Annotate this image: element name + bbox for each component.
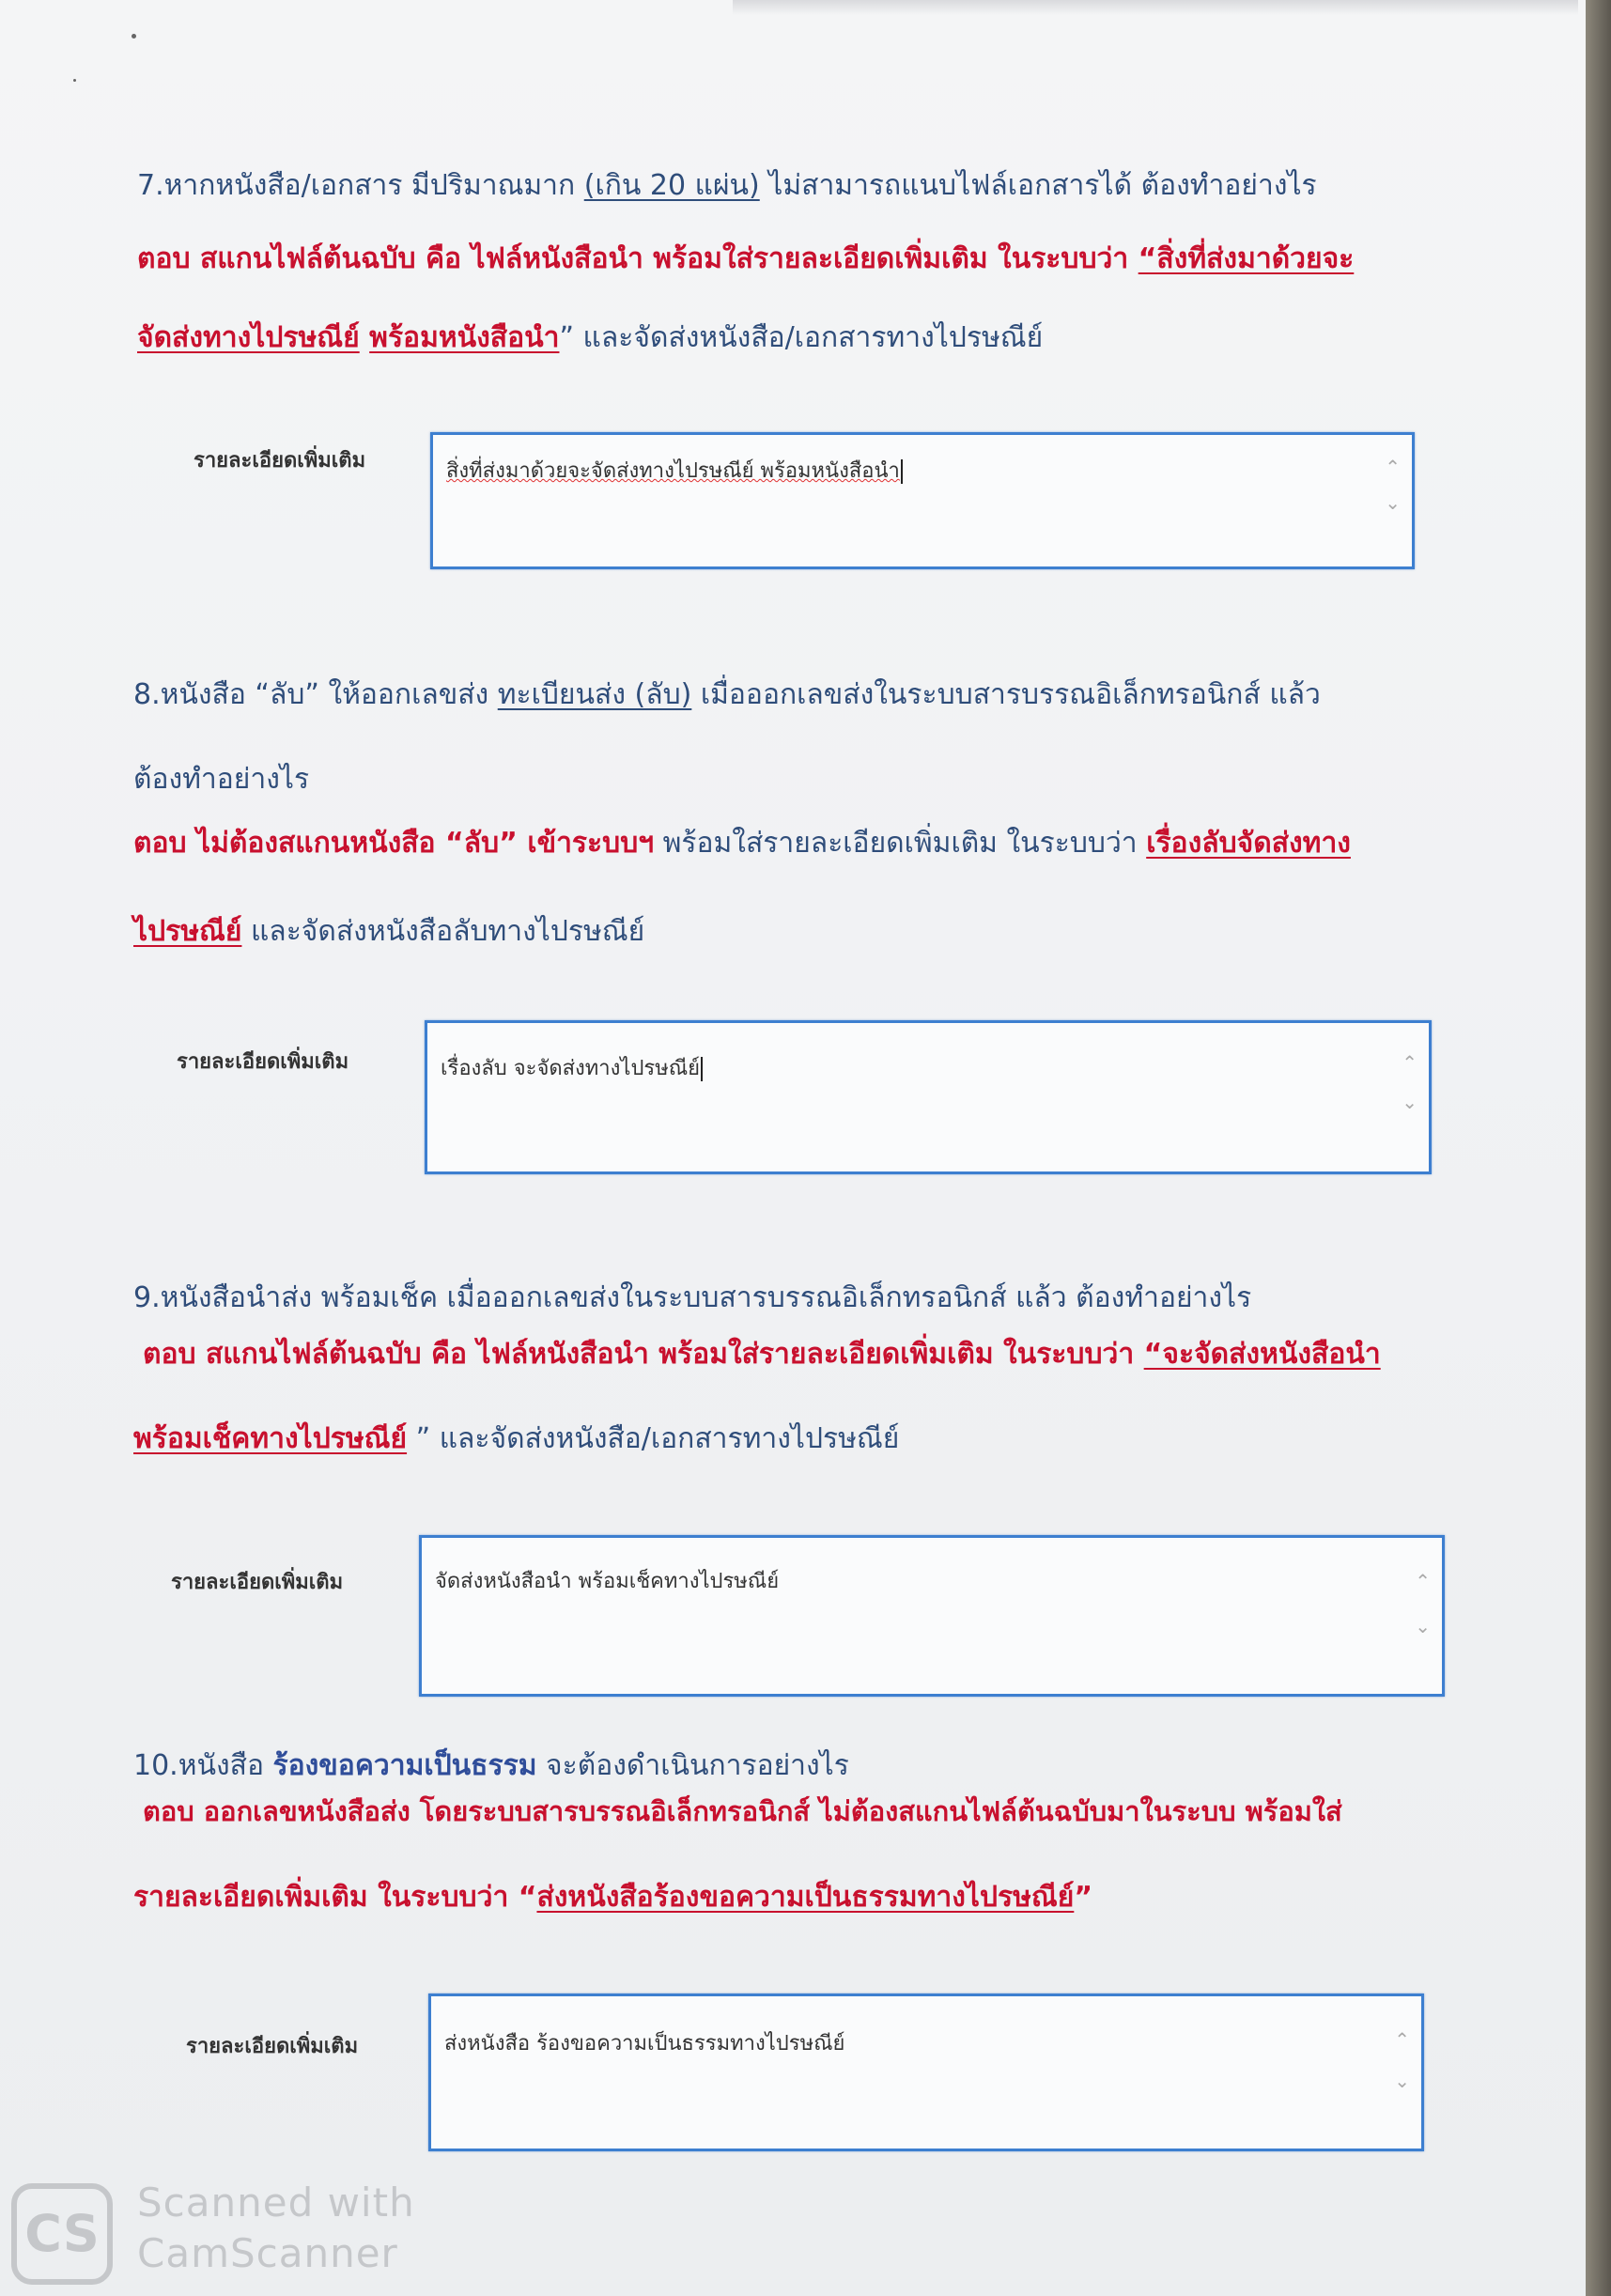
q8-question-line1: 8.หนังสือ “ลับ” ให้ออกเลขส่ง ทะเบียนส่ง (ลับ) เมื่อออกเลขส่งในระบบสารบรรณอิเล็กทรอนิกส์ แล้ว xyxy=(133,678,1321,711)
scroll-up-icon[interactable]: ⌃ xyxy=(1402,1051,1417,1074)
q8-field-label: รายละเอียดเพิ่มเติม xyxy=(177,1050,349,1074)
scroll-down-icon[interactable]: ⌄ xyxy=(1385,491,1401,514)
q7-details-textarea[interactable] xyxy=(430,432,1415,569)
q8-answer-line2: ไปรษณีย์ และจัดส่งหนังสือลับทางไปรษณีย์ xyxy=(133,915,645,948)
q7-field-text: สิ่งที่ส่งมาด้วยจะจัดส่งทางไปรษณีย์ พร้อมหนังสือนำ xyxy=(446,454,903,487)
scroll-up-icon[interactable]: ⌃ xyxy=(1385,456,1401,478)
q9-question: 9.หนังสือนำส่ง พร้อมเช็ค เมื่อออกเลขส่งในระบบสารบรรณอิเล็กทรอนิกส์ แล้ว ต้องทำอย่างไร xyxy=(133,1281,1252,1314)
scroll-down-icon[interactable]: ⌄ xyxy=(1402,1091,1417,1113)
q9-field-label: รายละเอียดเพิ่มเติม xyxy=(171,1571,344,1594)
top-glare xyxy=(733,0,1578,15)
q10-question-highlight: ร้องขอความเป็นธรรม xyxy=(272,1749,537,1782)
scroll-down-icon[interactable]: ⌄ xyxy=(1394,2070,1410,2092)
scroll-down-icon[interactable]: ⌄ xyxy=(1415,1615,1431,1637)
paper-edge-shadow xyxy=(1586,0,1611,2296)
q9-field-text: จัดส่งหนังสือนำ พร้อมเช็คทางไปรษณีย์ xyxy=(435,1570,780,1593)
q8-question-highlight: ทะเบียนส่ง (ลับ) xyxy=(497,678,692,711)
q9-answer-line1: ตอบ สแกนไฟล์ต้นฉบับ คือ ไฟล์หนังสือนำ พร้อมใส่รายละเอียดเพิ่มเติม ในระบบว่า “จะจัดส่งหนังสือนำ xyxy=(143,1338,1381,1371)
watermark-line2: CamScanner xyxy=(137,2230,398,2276)
watermark-line1: Scanned with xyxy=(137,2180,415,2226)
text-caret xyxy=(901,459,903,484)
q10-details-textarea[interactable] xyxy=(428,1993,1424,2151)
q7-answer-line1: ตอบ สแกนไฟล์ต้นฉบับ คือ ไฟล์หนังสือนำ พร้อมใส่รายละเอียดเพิ่มเติม ในระบบว่า “สิ่งที่ส่งมาด้วยจะ xyxy=(137,242,1355,275)
q10-answer-line1: ตอบ ออกเลขหนังสือส่ง โดยระบบสารบรรณอิเล็กทรอนิกส์ ไม่ต้องสแกนไฟล์ต้นฉบับมาในระบบ พร้อมใส่ xyxy=(143,1795,1342,1827)
paper-speck xyxy=(132,34,136,39)
q8-question-line2: ต้องทำอย่างไร xyxy=(133,763,310,796)
q8-answer-line1: ตอบ ไม่ต้องสแกนหนังสือ “ลับ” เข้าระบบฯ พร้อมใส่รายละเอียดเพิ่มเติม ในระบบว่า เรื่องลับจัดส่งทาง xyxy=(133,827,1351,860)
q7-question-highlight: (เกิน 20 แผ่น) xyxy=(583,169,760,202)
text-caret xyxy=(701,1057,703,1081)
q7-field-label: รายละเอียดเพิ่มเติม xyxy=(194,449,366,473)
q8-details-textarea[interactable] xyxy=(425,1020,1432,1174)
q9-answer-line2: พร้อมเช็คทางไปรษณีย์ ” และจัดส่งหนังสือ/เอกสารทางไปรษณีย์ xyxy=(133,1422,900,1455)
scroll-up-icon[interactable]: ⌃ xyxy=(1394,2028,1410,2051)
paper-speck xyxy=(73,79,76,82)
q10-answer-line2: รายละเอียดเพิ่มเติม ในระบบว่า “ส่งหนังสือร้องขอความเป็นธรรมทางไปรษณีย์” xyxy=(133,1881,1093,1914)
q10-field-text: ส่งหนังสือ ร้องขอความเป็นธรรมทางไปรษณีย์ xyxy=(444,2032,845,2056)
q7-answer-line2: จัดส่งทางไปรษณีย์ พร้อมหนังสือนำ” และจัดส่งหนังสือ/เอกสารทางไปรษณีย์ xyxy=(137,321,1044,354)
q8-field-text: เรื่องลับ จะจัดส่งทางไปรษณีย์ xyxy=(441,1051,703,1084)
camscanner-logo: CS xyxy=(11,2183,113,2285)
q7-question: 7.หากหนังสือ/เอกสาร มีปริมาณมาก (เกิน 20 แผ่น) ไม่สามารถแนบไฟล์เอกสารได้ ต้องทำอย่างไร xyxy=(137,169,1317,202)
q10-question: 10.หนังสือ ร้องขอความเป็นธรรม จะต้องดำเนินการอย่างไร xyxy=(133,1749,849,1782)
scroll-up-icon[interactable]: ⌃ xyxy=(1415,1570,1431,1592)
q9-details-textarea[interactable] xyxy=(419,1535,1445,1697)
q10-field-label: รายละเอียดเพิ่มเติม xyxy=(186,2035,359,2058)
